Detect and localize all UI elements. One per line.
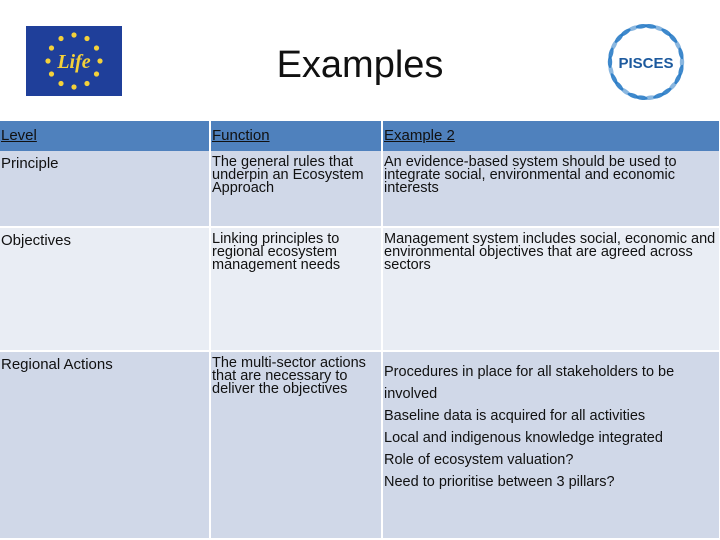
example-cell: An evidence-based system should be used to integrate social, environmental and economic interests <box>382 151 720 227</box>
eu-star-icon <box>84 36 89 41</box>
example-line: Procedures in place for all stakeholders to be <box>384 364 675 380</box>
example-line: Need to prioritise between 3 pillars? <box>384 474 615 490</box>
function-cell: The multi-sector actions that are necessary to deliver the objectives <box>210 351 382 539</box>
page-title: Examples <box>276 44 444 86</box>
table-row <box>0 151 720 227</box>
table-header-row <box>0 121 720 151</box>
level-cell: Regional Actions <box>0 351 210 539</box>
example-cell <box>382 351 720 539</box>
examples-table <box>0 121 720 540</box>
column-header-level: Level <box>0 121 210 151</box>
function-cell: The general rules that underpin an Ecosystem Approach <box>210 151 382 227</box>
column-header-function: Function <box>210 121 382 151</box>
example-line: Baseline data is acquired for all activities <box>384 408 646 424</box>
column-header-example: Example 2 <box>382 121 720 151</box>
example-line: Role of ecosystem valuation? <box>384 452 574 468</box>
example-cell: Management system includes social, economic and environmental objectives that are agreed across sectors <box>382 227 720 351</box>
example-line: Local and indigenous knowledge integrated <box>384 430 663 446</box>
table-row <box>0 351 720 539</box>
eu-star-icon <box>71 32 76 37</box>
function-cell: Linking principles to regional ecosystem management needs <box>210 227 382 351</box>
level-cell: Objectives <box>0 227 210 351</box>
example-line: involved <box>384 386 438 402</box>
table-row <box>0 227 720 351</box>
level-cell: Principle <box>0 151 210 227</box>
eu-star-icon <box>58 36 63 41</box>
life-logo-text: Life <box>57 51 91 73</box>
pisces-logo-text: PISCES <box>618 55 674 72</box>
